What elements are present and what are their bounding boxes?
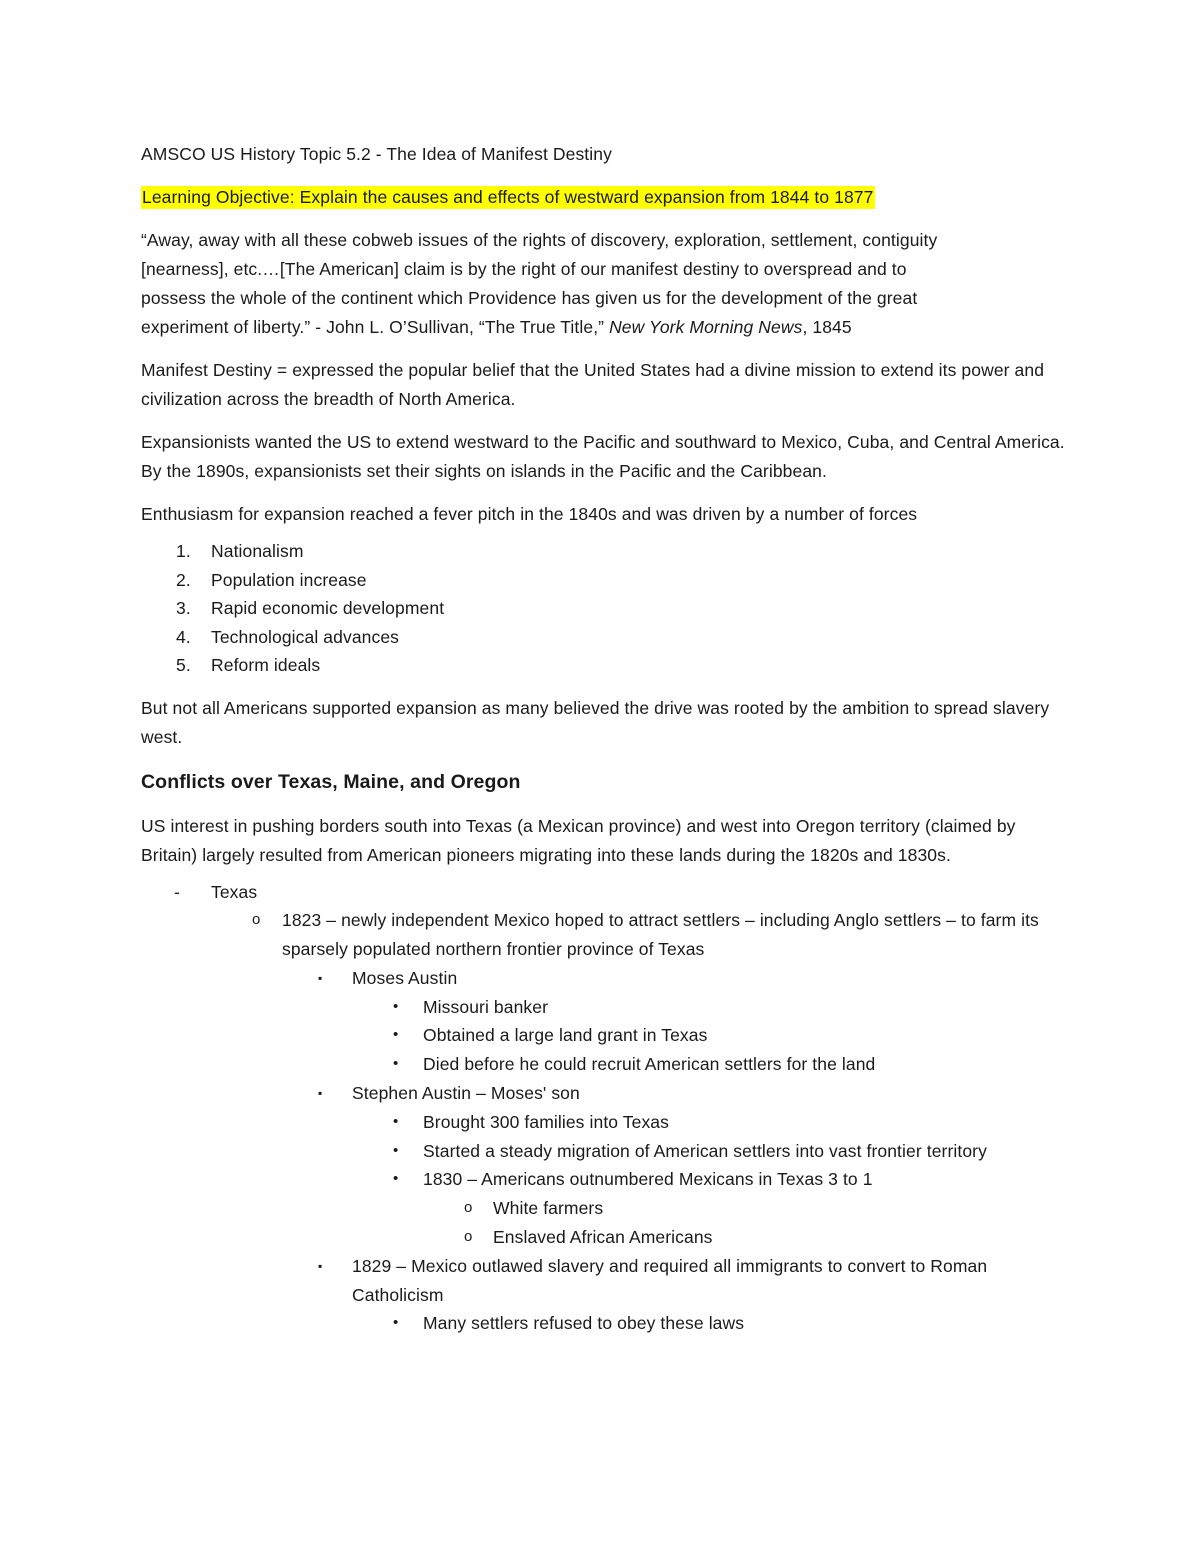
outline-text: Enslaved African Americans (493, 1227, 713, 1248)
outline-item-moses-austin (141, 964, 1071, 993)
list-item (141, 594, 1071, 623)
outline-text: Missouri banker (423, 996, 549, 1017)
opposition-paragraph: But not all Americans supported expansion as many believed the drive was rooted by the ambition to spread slavery west. (141, 697, 1050, 747)
outline-text: Many settlers refused to obey these laws (423, 1313, 745, 1334)
learning-objective (141, 183, 1071, 212)
osullivan-quote (141, 226, 1071, 342)
outline-item-stephen-austin (141, 1079, 1071, 1108)
quote-source: New York Morning News (609, 317, 803, 337)
enthusiasm-paragraph: Enthusiasm for expansion reached a fever pitch in the 1840s and was driven by a number of forces (141, 504, 918, 524)
list-text: Rapid economic development (211, 598, 445, 618)
quote-line (141, 313, 1071, 342)
list-number: 3. (176, 598, 191, 618)
dot-bullet-icon: • (393, 1314, 399, 1332)
section-intro: US interest in pushing borders south into Texas (a Mexican province) and west into Oregon territory (claimed by Britain) largely resulted from American pioneers migrating into these lands during the 1820s and 1830s. (141, 815, 1016, 865)
dot-bullet-icon: • (393, 1055, 399, 1073)
circle-bullet-icon: o (464, 1228, 473, 1246)
square-bullet-icon: ▪ (318, 1258, 323, 1273)
list-item (141, 623, 1071, 652)
list-text: Nationalism (211, 541, 304, 561)
quote-line: [nearness], etc.…[The American] claim is by the right of our manifest destiny to overspread and to (141, 259, 907, 279)
list-number: 1. (176, 541, 191, 561)
dot-bullet-icon: • (393, 1026, 399, 1044)
list-number: 5. (176, 655, 191, 675)
dot-bullet-icon: • (393, 1141, 399, 1159)
dot-bullet-icon: • (393, 1170, 399, 1188)
outline-text: 1830 – Americans outnumbered Mexicans in Texas 3 to 1 (423, 1169, 873, 1190)
outline-text: Stephen Austin – Moses' son (352, 1083, 580, 1104)
quote-line: “Away, away with all these cobweb issues of the rights of discovery, exploration, settlement, contiguity (141, 230, 938, 250)
dot-bullet-icon: • (393, 1112, 399, 1130)
list-item (141, 566, 1071, 595)
outline-text: 1823 – newly independent Mexico hoped to attract settlers – including Anglo settlers – to farm its sparsely populated northern frontier province of Texas (282, 910, 1039, 960)
texas-outline (141, 878, 1071, 1339)
outline-text: 1829 – Mexico outlawed slavery and required all immigrants to convert to Roman Catholicism (352, 1255, 988, 1305)
list-text: Population increase (211, 569, 367, 590)
outline-item (141, 1194, 1071, 1223)
circle-bullet-icon: o (252, 911, 261, 929)
outline-text: Moses Austin (352, 967, 458, 988)
expansionists-paragraph: Expansionists wanted the US to extend westward to the Pacific and southward to Mexico, Cuba, and Central America. By the 1890s, expansionists set their sights on islands in the Pacific and the Caribbean. (141, 432, 1065, 481)
circle-bullet-icon: o (464, 1199, 473, 1217)
document-title: AMSCO US History Topic 5.2 - The Idea of Manifest Destiny (141, 144, 612, 164)
list-item (141, 651, 1071, 680)
outline-text: Texas (211, 881, 258, 902)
outline-text: Started a steady migration of American settlers into vast frontier territory (423, 1140, 987, 1161)
outline-item (141, 1223, 1071, 1252)
learning-objective-highlight: Learning Objective: Explain the causes and effects of westward expansion from 1844 to 1877 (142, 187, 874, 207)
quote-text: experiment of liberty.” - John L. O’Sullivan, “The True Title,” (141, 317, 610, 337)
square-bullet-icon: ▪ (318, 1086, 323, 1101)
outline-text: Obtained a large land grant in Texas (423, 1025, 708, 1046)
outline-text: Died before he could recruit American settlers for the land (423, 1054, 876, 1075)
section-heading: Conflicts over Texas, Maine, and Oregon (141, 770, 521, 793)
outline-item (141, 1309, 1071, 1338)
outline-item-1823 (141, 906, 1071, 964)
list-text: Technological advances (211, 626, 400, 647)
quote-line: possess the whole of the continent which Providence has given us for the development of the great (141, 288, 918, 308)
list-number: 4. (176, 626, 191, 647)
dot-bullet-icon: • (393, 997, 399, 1015)
dash-bullet-icon: - (174, 881, 180, 902)
outline-item (141, 1050, 1071, 1079)
manifest-destiny-definition: Manifest Destiny = expressed the popular belief that the United States had a divine mission to extend its power and civilization across the breadth of North America. (141, 360, 1045, 409)
outline-text: White farmers (493, 1198, 604, 1219)
outline-item (141, 993, 1071, 1022)
list-item (141, 537, 1071, 566)
outline-item-texas (141, 878, 1071, 907)
outline-item (141, 1021, 1071, 1050)
quote-year: , 1845 (802, 317, 852, 337)
forces-list (141, 537, 1071, 680)
list-number: 2. (176, 569, 191, 590)
outline-item (141, 1137, 1071, 1166)
outline-item (141, 1165, 1071, 1194)
outline-item (141, 1108, 1071, 1137)
document-body (141, 140, 1071, 1338)
list-text: Reform ideals (211, 655, 321, 675)
outline-text: Brought 300 families into Texas (423, 1111, 669, 1132)
outline-item-1829 (141, 1252, 1071, 1310)
square-bullet-icon: ▪ (318, 970, 323, 985)
